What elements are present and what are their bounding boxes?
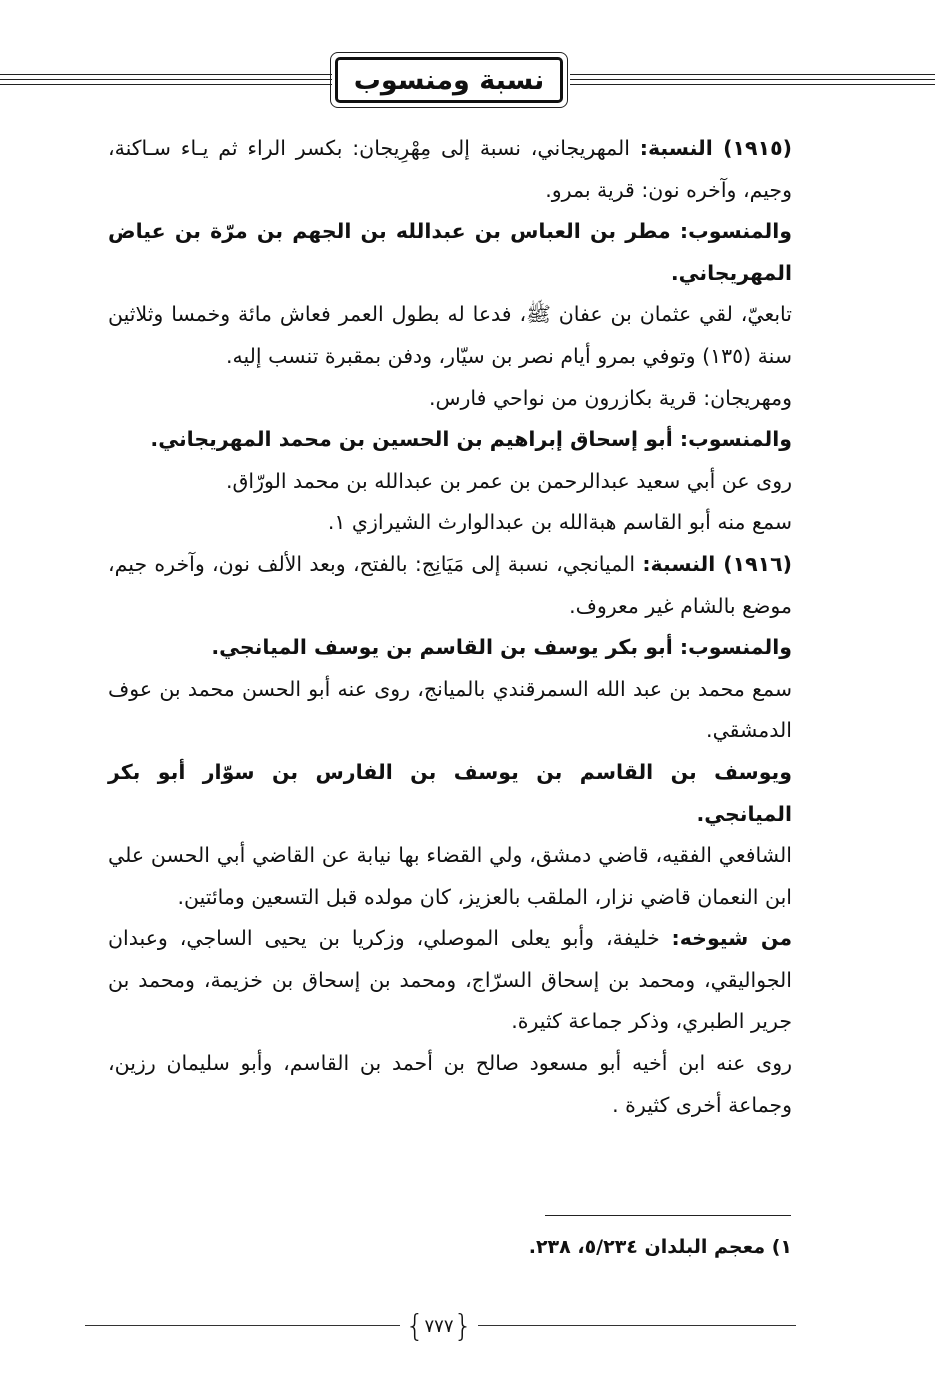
paragraph-lead: (١٩١٦) النسبة:	[642, 551, 792, 576]
paragraph-text: روى عن أبي سعيد عبدالرحمن بن عمر بن عبدالله بن محمد الورّاق.	[225, 468, 792, 493]
paragraph	[108, 502, 792, 544]
paragraph-text: ومهريجان: قرية بكازرون من نواحي فارس.	[428, 385, 792, 410]
footnote: ١) معجم البلدان ٥/٢٣٤، ٢٣٨.	[528, 1236, 792, 1258]
paragraph	[108, 918, 792, 1043]
paragraph-text: الميانجي، نسبة إلى مَيَانِج: بالفتح، وبعد الألف نون، وآخره جيم، موضع بالشام غير معروف.	[108, 551, 792, 618]
footer-rule-left	[85, 1325, 400, 1326]
paragraph-lead: (١٩١٥) النسبة:	[639, 136, 792, 160]
paragraph	[108, 669, 792, 752]
page-number-value: ٧٧٧	[424, 1315, 454, 1337]
paragraph-text: المهريجاني، نسبة إلى مِهْرِيجان: بكسر الراء ثم يـاء سـاكنة، وجيم، وآخره نون: قرية بمرو.	[108, 136, 792, 202]
chapter-title-frame	[330, 52, 568, 108]
paragraph	[108, 211, 792, 294]
paragraph-lead: ويوسف بن القاسم بن يوسف بن الفارس بن سوّار أبو بكر الميانجي.	[108, 759, 792, 826]
paragraph-text: سمع محمد بن عبد الله السمرقندي بالميانج، روى عنه أبو الحسن محمد بن عوف الدمشقي.	[108, 676, 792, 743]
paragraph-lead: والمنسوب: مطر بن العباس بن عبدالله بن الجهم بن مرّة بن عياض المهريجاني.	[108, 219, 792, 285]
paragraph-text: خليفة، وأبو يعلى الموصلي، وزكريا بن يحيى الساجي، وعبدان الجواليقي، ومحمد بن إسحاق السرّاج، ومحمد بن إسحاق بن خزيمة، ومحمد بن جرير الطبري، وذكر جماعة كثيرة.	[108, 926, 792, 1034]
page-number: { ٧٧٧ }	[405, 1308, 473, 1344]
paragraph	[108, 294, 792, 377]
paragraph	[108, 378, 792, 420]
paragraph	[108, 752, 792, 835]
paragraph-lead: والمنسوب: أبو إسحاق إبراهيم بن الحسين بن محمد المهريجاني.	[150, 427, 792, 452]
header-rule-right	[570, 74, 935, 94]
paragraph-text: الشافعي الفقيه، قاضي دمشق، ولي القضاء بها نيابة عن القاضي أبي الحسن علي ابن النعمان قاضي نزار، الملقب بالعزيز، كان مولده قبل التسعين ومائتين.	[108, 843, 792, 909]
paragraph	[108, 544, 792, 627]
paragraph-text: تابعيّ، لقي عثمان بن عفان ﷺ، فدعا له بطول العمر فعاش مائة وخمسا وثلاثين سنة (١٣٥) وتوفي بمرو أيام نصر بن سيّار، ودفن بمقبرة تنسب إليه.	[108, 302, 792, 368]
paragraph-text: روى عنه ابن أخيه أبو مسعود صالح بن أحمد بن القاسم، وأبو سليمان رزين، وجماعة أخرى كثيرة .	[108, 1051, 792, 1117]
paragraph-lead: من شيوخه:	[671, 926, 793, 951]
paragraph	[108, 419, 792, 461]
footnote-separator	[545, 1215, 791, 1216]
page-body	[108, 128, 792, 1126]
paragraph-text: سمع منه أبو القاسم هبةالله بن عبدالوارث الشيرازي ١.	[327, 510, 792, 535]
paragraph	[108, 835, 792, 918]
paragraph-lead: والمنسوب: أبو بكر يوسف بن القاسم بن يوسف الميانجي.	[211, 635, 792, 660]
paragraph	[108, 627, 792, 669]
chapter-title: نسبة ومنسوب	[335, 57, 563, 103]
paragraph	[108, 128, 792, 211]
footer-rule-right	[478, 1325, 796, 1326]
header-rule-left	[0, 74, 332, 94]
paragraph	[108, 461, 792, 503]
paragraph	[108, 1043, 792, 1126]
